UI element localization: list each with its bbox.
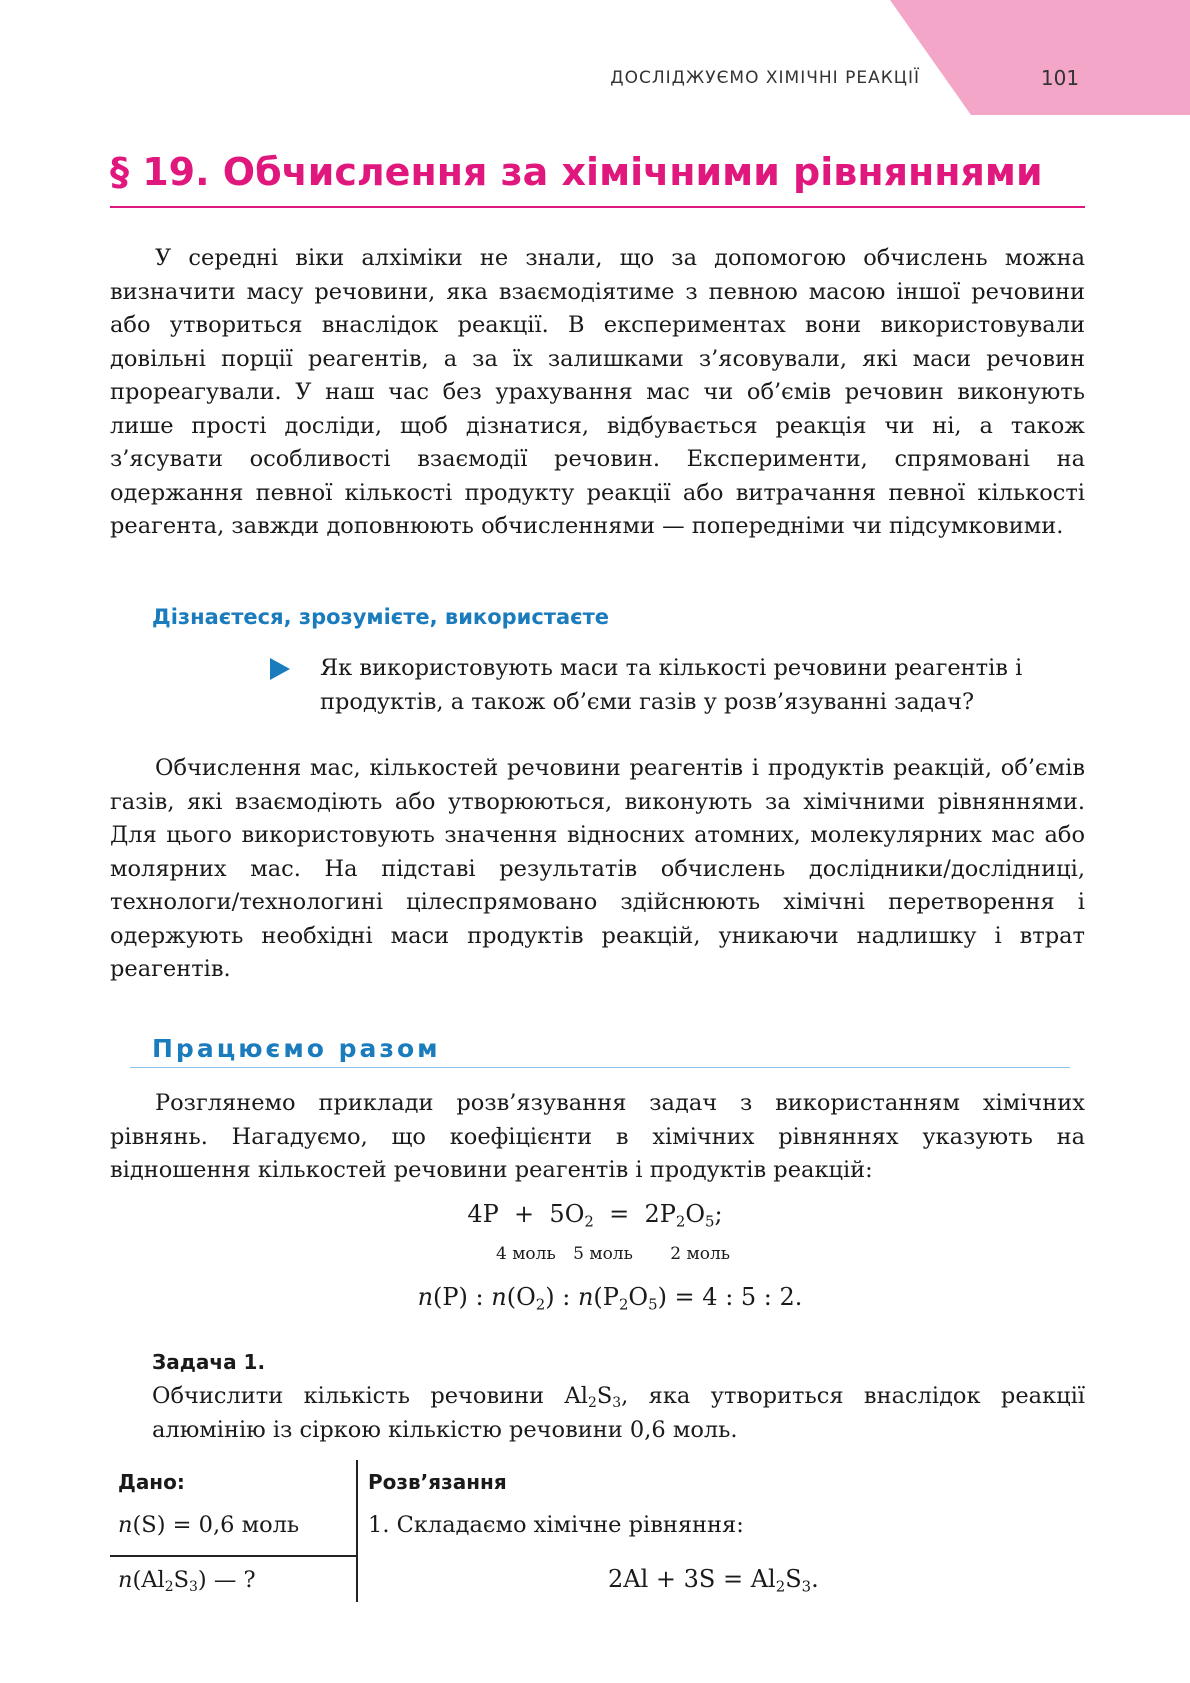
intro-paragraph: У середні віки алхіміки не знали, що за допомогою обчислень можна визначити масу речовини, яка взаємодіятиме з певною масою іншої речовини або утвориться внаслідок реакції. В експериментах вони використовували довільні порції реагентів, а за їх залишками з’ясовували, які маси речовин прореагували. У наш час без урахування мас чи об’ємів речовин виконують лише прості досліди, щоб дізнатися, відбувається реакція чи ні, а також з’ясувати особливості взаємодії речовин. Експерименти, спрямовані на одержання певної кількості продукту реакції або витрачання певної кількості реагента, завжди доповнюють обчисленнями — попередніми чи підсумковими.	[110, 245, 1085, 539]
learn-heading: Дізнаєтеся, зрозумієте, використаєте	[152, 605, 610, 629]
mole-ratio: n(P) : $n(O_2)$ : $n(P_2O_5) = 4$ : 5 : 2.	[417, 1283, 803, 1314]
unknown-value: $n(Al_2S_3)$ — ?	[118, 1567, 256, 1596]
together-paragraph: Розглянемо приклади розв’язування задач з використанням хімічних рівнянь. Нагадуємо, що коефіцієнти в хімічних рівняннях указують на відношення кількостей речовини реагентів і продуктів реакцій:	[110, 1090, 1085, 1183]
mole-label: 4 моль	[495, 1244, 556, 1264]
page-corner-accent	[890, 0, 1190, 115]
table-divider-vertical	[356, 1460, 358, 1602]
page-title: § 19. Обчислення за хімічними рівняннями	[110, 150, 1085, 208]
page-number: 101	[1040, 66, 1080, 90]
learn-question	[270, 652, 1085, 719]
body-paragraph: Обчислення мас, кількостей речовини реагентів і продуктів реакцій, об’ємів газів, які взаємодіють або утворюються, виконують за хімічними рівняннями. Для цього використовують значення відносних атомних, молекулярних мас або молярних мас. На підставі результатів обчислень дослідники/дослідниці, технологи/технологині цілеспрямовано здійснюють хімічні перетворення і одержують необхідні маси продуктів реакцій, уникаючи надлишку і втрат реагентів.	[110, 755, 1085, 982]
task-title: Задача 1.	[152, 1350, 266, 1374]
table-divider-horizontal	[110, 1555, 356, 1557]
reaction-equation: $2Al + 3S = Al_2S_3$.	[608, 1565, 819, 1596]
task-statement: Обчислити кількість речовини $Al_2S_3$, яка утвориться внаслідок реакції алюмінію із сіркою кількістю речовини 0,6 моль.	[152, 1383, 1085, 1443]
chemical-equation: $4P + 5O_2 = 2P_2O_5$;	[467, 1200, 723, 1231]
ratio-values: 4 : 5 : 2.	[702, 1283, 803, 1311]
given-value: n(S) = 0,6 моль	[118, 1512, 300, 1538]
section-heading-text: Працюємо разом	[152, 1034, 441, 1063]
section-heading	[130, 1034, 1070, 1068]
play-triangle-icon	[270, 658, 290, 680]
running-header: ДОСЛІДЖУЄМО ХІМІЧНІ РЕАКЦІЇ	[610, 68, 920, 88]
mole-labels	[18, 1244, 1190, 1264]
solution-label: Розв’язання	[368, 1470, 507, 1494]
mole-label: 2 моль	[670, 1244, 730, 1264]
solution-step-1: 1. Складаємо хімічне рівняння:	[368, 1512, 744, 1538]
learn-question-text: Як використовують маси та кількості речовини реагентів і продуктів, а також об’єми газів у розв’язуванні задач?	[320, 655, 1023, 715]
given-label: Дано:	[118, 1470, 185, 1494]
mole-label: 5 моль	[573, 1244, 633, 1264]
